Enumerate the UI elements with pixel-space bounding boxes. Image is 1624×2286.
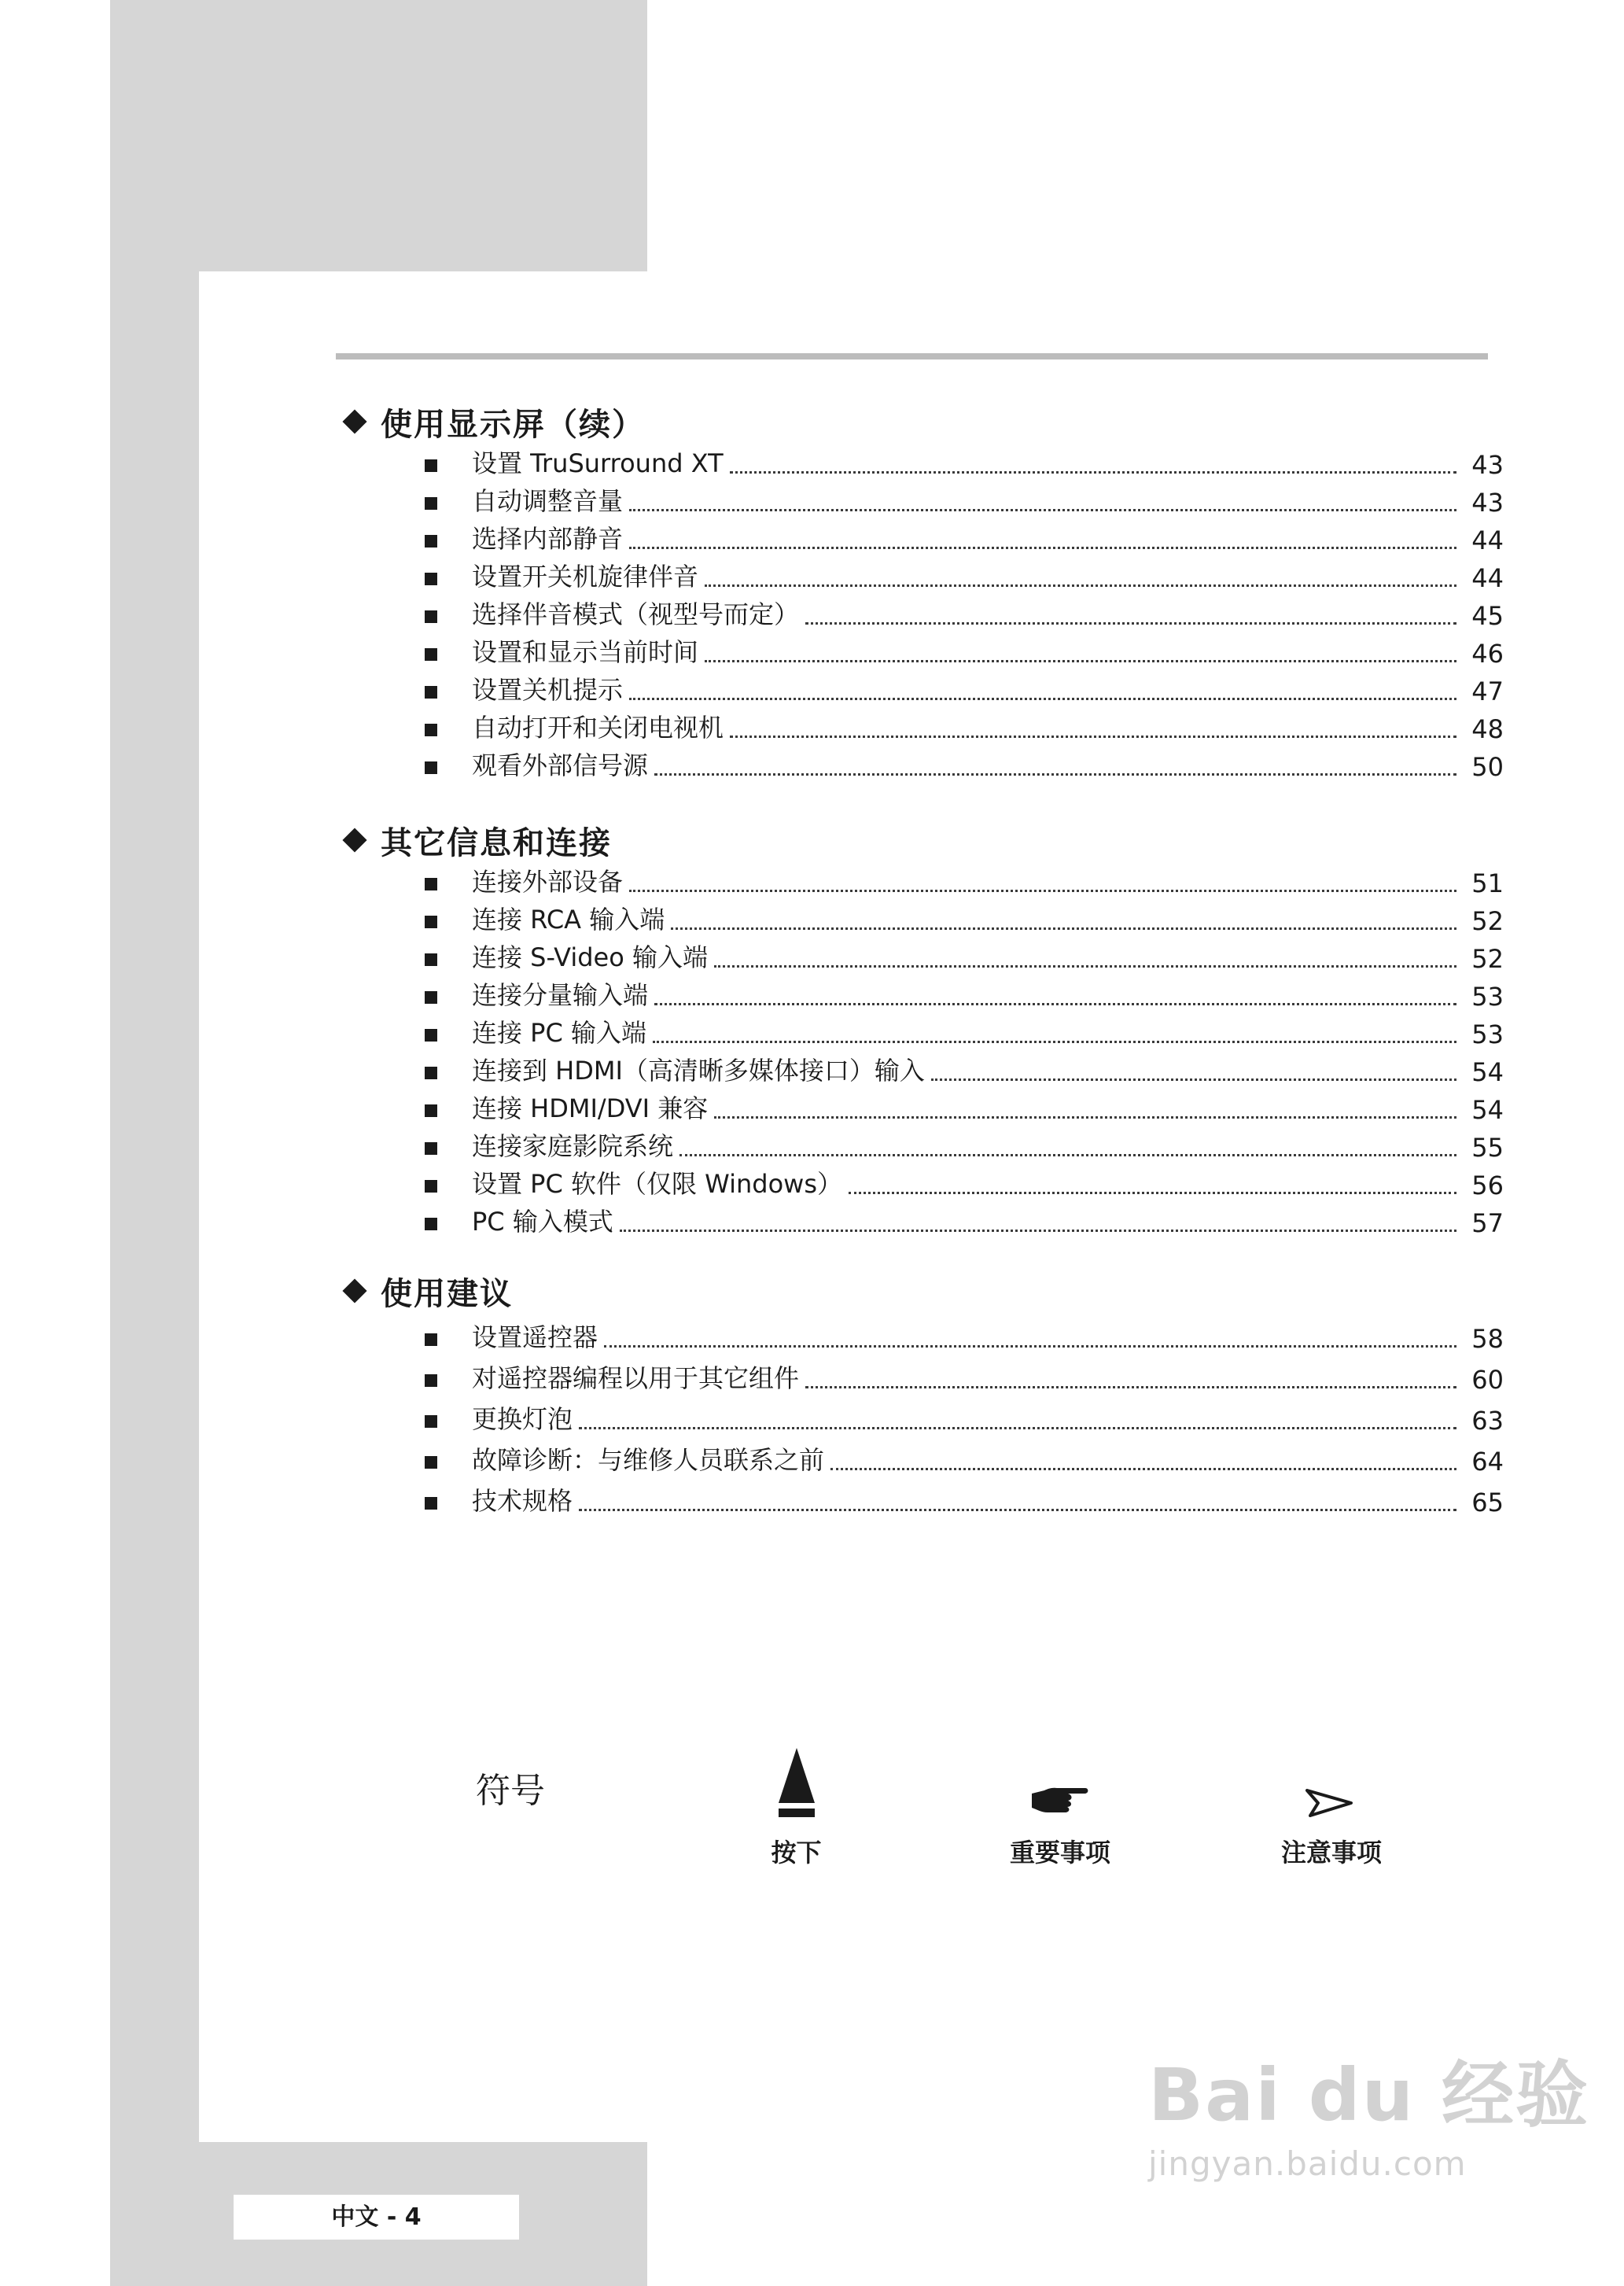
square-bullet-icon bbox=[425, 648, 437, 661]
pointing-hand-icon bbox=[1030, 1784, 1090, 1816]
section-title bbox=[340, 1269, 1504, 1313]
dot-leader bbox=[714, 965, 1456, 968]
square-bullet-icon bbox=[425, 1142, 437, 1155]
toc-entry-label: 设置关机提示 bbox=[472, 675, 624, 705]
toc-entry[interactable] bbox=[340, 1166, 1504, 1204]
toc-entry-page: 63 bbox=[1471, 1406, 1504, 1436]
dot-leader bbox=[730, 471, 1456, 474]
toc-entry-label: 自动调整音量 bbox=[472, 486, 624, 516]
toc-entry[interactable] bbox=[340, 596, 1504, 634]
toc-entry-label: 设置遥控器 bbox=[472, 1322, 598, 1352]
top-divider bbox=[336, 353, 1488, 359]
toc-entry[interactable] bbox=[340, 521, 1504, 559]
square-bullet-icon bbox=[425, 761, 437, 774]
toc-entry[interactable] bbox=[340, 1398, 1504, 1439]
square-bullet-icon bbox=[425, 1497, 437, 1510]
toc-entry[interactable] bbox=[340, 710, 1504, 747]
toc-entry-page: 46 bbox=[1471, 639, 1504, 669]
dot-leader bbox=[629, 547, 1456, 549]
dot-leader bbox=[653, 1041, 1456, 1043]
watermark-url: jingyan.baidu.com bbox=[1148, 2144, 1467, 2183]
square-bullet-icon bbox=[425, 953, 437, 966]
square-bullet-icon bbox=[425, 1415, 437, 1428]
arrow-note-icon bbox=[1305, 1789, 1353, 1817]
toc-entry-page: 43 bbox=[1471, 450, 1504, 480]
toc-entry[interactable] bbox=[340, 1357, 1504, 1398]
dot-leader bbox=[705, 660, 1456, 662]
toc-entry-label: 连接外部设备 bbox=[472, 867, 624, 897]
toc-entry-page: 54 bbox=[1471, 1057, 1504, 1087]
diamond-bullet-icon bbox=[342, 409, 366, 433]
toc-entry-label: 连接到 HDMI（高清晰多媒体接口）输入 bbox=[472, 1056, 925, 1086]
note-label: 注意事项 bbox=[1280, 1838, 1382, 1868]
toc-entry-label: 连接家庭影院系统 bbox=[472, 1131, 674, 1161]
square-bullet-icon bbox=[425, 573, 437, 585]
diamond-bullet-icon bbox=[342, 828, 366, 852]
toc-entry-label: 自动打开和关闭电视机 bbox=[472, 713, 724, 743]
toc-entry-page: 45 bbox=[1471, 601, 1504, 631]
dot-leader bbox=[629, 698, 1456, 700]
toc-entry[interactable] bbox=[340, 1204, 1504, 1241]
toc-entry-label: 设置开关机旋律伴音 bbox=[472, 562, 699, 592]
diamond-bullet-icon bbox=[342, 1278, 366, 1303]
toc-entry[interactable] bbox=[340, 483, 1504, 521]
symbols-title: 符号 bbox=[476, 1771, 545, 1811]
toc-entry-page: 64 bbox=[1471, 1447, 1504, 1477]
toc-entry[interactable] bbox=[340, 1128, 1504, 1166]
toc-entry-page: 65 bbox=[1471, 1488, 1504, 1517]
square-bullet-icon bbox=[425, 459, 437, 472]
toc-entry-label: 连接 PC 输入端 bbox=[472, 1018, 646, 1048]
dot-leader bbox=[671, 927, 1456, 930]
square-bullet-icon bbox=[425, 724, 437, 736]
toc-entry-page: 51 bbox=[1471, 868, 1504, 898]
dot-leader bbox=[931, 1078, 1456, 1081]
dot-leader bbox=[654, 1003, 1456, 1005]
toc-entry[interactable] bbox=[340, 1480, 1504, 1521]
toc-entry-label: 连接 S-Video 输入端 bbox=[472, 942, 708, 972]
square-bullet-icon bbox=[425, 1180, 437, 1193]
section-title-text: 使用显示屏（续） bbox=[381, 406, 645, 443]
square-bullet-icon bbox=[425, 610, 437, 623]
toc-entry-page: 56 bbox=[1471, 1171, 1504, 1200]
dot-leader bbox=[849, 1192, 1456, 1194]
toc-entry-page: 43 bbox=[1471, 488, 1504, 518]
section-title-text: 其它信息和连接 bbox=[381, 824, 612, 861]
toc-section-display bbox=[340, 400, 1504, 785]
baidu-watermark bbox=[1148, 2037, 1589, 2183]
dot-leader bbox=[629, 509, 1456, 511]
section-title-text: 使用建议 bbox=[381, 1275, 513, 1312]
toc-entry[interactable] bbox=[340, 1316, 1504, 1357]
square-bullet-icon bbox=[425, 878, 437, 890]
dot-leader bbox=[805, 622, 1456, 625]
toc-entry-page: 52 bbox=[1471, 906, 1504, 936]
toc-section-connections bbox=[340, 818, 1504, 1241]
toc-entry-page: 55 bbox=[1471, 1133, 1504, 1163]
square-bullet-icon bbox=[425, 1456, 437, 1469]
toc-entry-label: 观看外部信号源 bbox=[472, 750, 649, 780]
square-bullet-icon bbox=[425, 991, 437, 1004]
square-bullet-icon bbox=[425, 686, 437, 699]
press-label: 按下 bbox=[771, 1838, 822, 1868]
toc-entry-label: PC 输入模式 bbox=[472, 1207, 613, 1237]
section-title bbox=[340, 818, 1504, 862]
toc-entry[interactable] bbox=[340, 939, 1504, 977]
dot-leader bbox=[579, 1427, 1456, 1429]
toc-entry-label: 对遥控器编程以用于其它组件 bbox=[472, 1363, 800, 1393]
watermark-main: Bai du 经验 bbox=[1148, 2053, 1590, 2137]
toc-entry-label: 设置 PC 软件（仅限 Windows） bbox=[472, 1169, 843, 1199]
toc-entry-label: 连接分量输入端 bbox=[472, 980, 649, 1010]
toc-entry-label: 技术规格 bbox=[472, 1486, 573, 1516]
square-bullet-icon bbox=[425, 916, 437, 928]
toc-entry-label: 连接 HDMI/DVI 兼容 bbox=[472, 1093, 709, 1123]
toc-entry-label: 故障诊断：与维修人员联系之前 bbox=[472, 1445, 825, 1475]
toc-entry[interactable] bbox=[340, 864, 1504, 901]
toc-entry[interactable] bbox=[340, 747, 1504, 785]
toc-entry-label: 设置 TruSurround XT bbox=[472, 448, 724, 478]
dot-leader bbox=[654, 773, 1456, 776]
gray-band-top bbox=[110, 0, 647, 271]
toc-entry[interactable] bbox=[340, 1053, 1504, 1090]
square-bullet-icon bbox=[425, 1029, 437, 1042]
toc-entry-label: 设置和显示当前时间 bbox=[472, 637, 699, 667]
toc-entry[interactable] bbox=[340, 977, 1504, 1015]
important-label: 重要事项 bbox=[1009, 1838, 1110, 1868]
square-bullet-icon bbox=[425, 1218, 437, 1230]
square-bullet-icon bbox=[425, 1104, 437, 1117]
dot-leader bbox=[629, 890, 1456, 892]
page-number: 中文 - 4 bbox=[331, 2203, 422, 2231]
gray-band-left bbox=[110, 271, 199, 2286]
dot-leader bbox=[830, 1468, 1456, 1470]
section-title bbox=[340, 400, 1504, 444]
toc-entry-label: 更换灯泡 bbox=[472, 1404, 573, 1434]
toc-entry-page: 53 bbox=[1471, 982, 1504, 1012]
toc-entry-label: 选择伴音模式（视型号而定） bbox=[472, 599, 800, 629]
toc-entry-page: 44 bbox=[1471, 525, 1504, 555]
toc-entry-page: 52 bbox=[1471, 944, 1504, 974]
toc-entry-label: 连接 RCA 输入端 bbox=[472, 905, 665, 935]
toc-section-tips bbox=[340, 1269, 1504, 1521]
toc-entry-page: 53 bbox=[1471, 1019, 1504, 1049]
toc-entry-page: 54 bbox=[1471, 1095, 1504, 1125]
dot-leader bbox=[805, 1386, 1456, 1388]
toc-entry[interactable] bbox=[340, 1015, 1504, 1053]
square-bullet-icon bbox=[425, 497, 437, 510]
toc-entry-page: 57 bbox=[1471, 1208, 1504, 1238]
toc-entry[interactable] bbox=[340, 672, 1504, 710]
square-bullet-icon bbox=[425, 1374, 437, 1387]
dot-leader bbox=[705, 584, 1456, 587]
toc-entry[interactable] bbox=[340, 559, 1504, 596]
toc-entry[interactable] bbox=[340, 1090, 1504, 1128]
toc-entry[interactable] bbox=[340, 901, 1504, 939]
toc-entry[interactable] bbox=[340, 1439, 1504, 1480]
square-bullet-icon bbox=[425, 1333, 437, 1346]
square-bullet-icon bbox=[425, 535, 437, 548]
dot-leader bbox=[679, 1154, 1456, 1156]
press-icon bbox=[777, 1746, 816, 1819]
toc-entry[interactable] bbox=[340, 634, 1504, 672]
dot-leader bbox=[620, 1230, 1456, 1232]
dot-leader bbox=[714, 1116, 1456, 1119]
toc-entry-label: 选择内部静音 bbox=[472, 524, 624, 554]
toc-entry[interactable] bbox=[340, 445, 1504, 483]
toc-entry-page: 44 bbox=[1471, 563, 1504, 593]
square-bullet-icon bbox=[425, 1067, 437, 1079]
toc-entry-page: 58 bbox=[1471, 1324, 1504, 1354]
toc-entry-page: 48 bbox=[1471, 714, 1504, 744]
dot-leader bbox=[730, 736, 1456, 738]
dot-leader bbox=[604, 1345, 1456, 1348]
toc-entry-page: 50 bbox=[1471, 752, 1504, 782]
dot-leader bbox=[579, 1509, 1456, 1511]
toc-entry-page: 60 bbox=[1471, 1365, 1504, 1395]
toc-entry-page: 47 bbox=[1471, 677, 1504, 706]
